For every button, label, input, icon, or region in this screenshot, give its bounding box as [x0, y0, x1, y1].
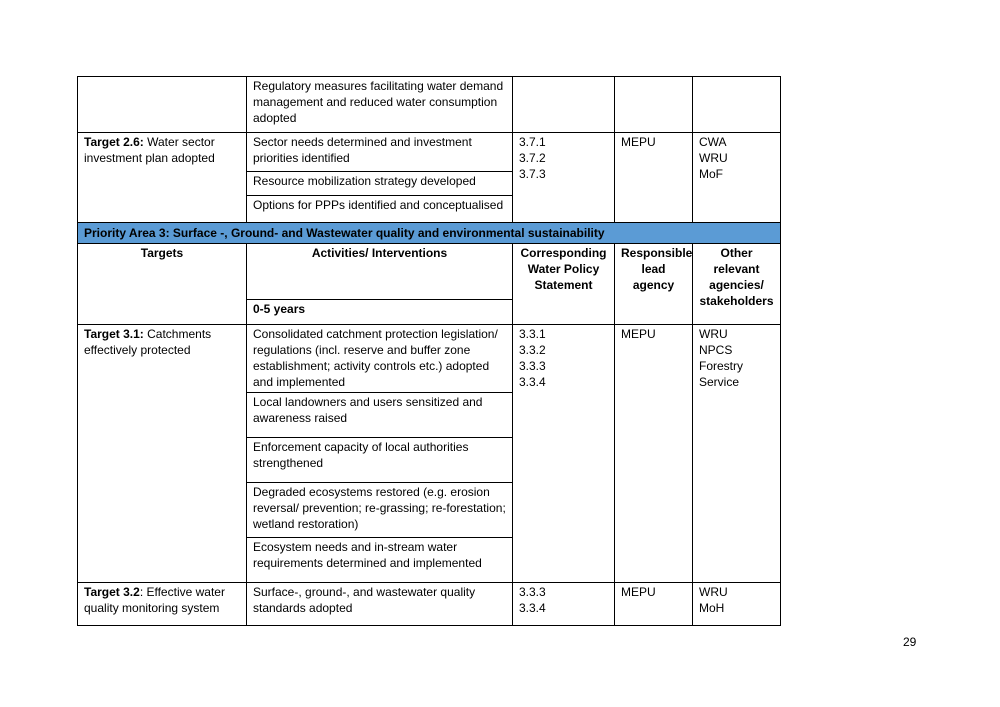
activity-cell: Enforcement capacity of local authorities strengthened: [247, 438, 513, 483]
header-row: [78, 244, 781, 300]
target-cell: [78, 325, 247, 583]
lead-cell-empty: [615, 77, 693, 133]
target-cell: [78, 583, 247, 626]
lead-cell: MEPU: [615, 583, 693, 626]
header-policy: Corresponding Water Policy Statement: [513, 244, 615, 325]
target-label: Target 2.6:: [84, 135, 144, 149]
header-activities: Activities/ Interventions: [247, 244, 513, 300]
table-row: [78, 325, 781, 393]
lead-cell: MEPU: [615, 133, 693, 223]
header-other: Other relevant agencies/ stakeholders: [693, 244, 781, 325]
other-cell: WRU NPCS Forestry Service: [693, 325, 781, 583]
activity-cell: Ecosystem needs and in-stream water requirements determined and implemented: [247, 538, 513, 583]
activity-cell: Sector needs determined and investment priorities identified: [247, 133, 513, 172]
target-text: Water sector investment plan adopted: [84, 135, 215, 165]
table-row: [78, 77, 781, 133]
policy-cell: 3.3.1 3.3.2 3.3.3 3.3.4: [513, 325, 615, 583]
other-cell: WRU MoH: [693, 583, 781, 626]
activity-cell: Regulatory measures facilitating water demand management and reduced water consumption adopted: [247, 77, 513, 133]
policy-cell: 3.7.1 3.7.2 3.7.3: [513, 133, 615, 223]
target-cell: [78, 133, 247, 223]
target-label: Target 3.2: [84, 585, 140, 599]
table-row: [78, 583, 781, 626]
activity-cell: Local landowners and users sensitized and awareness raised: [247, 393, 513, 438]
target-text: : Effective water quality monitoring system: [84, 585, 225, 615]
policy-cell-empty: [513, 77, 615, 133]
table-row: [78, 133, 781, 172]
header-lead: Responsible lead agency: [615, 244, 693, 325]
page-number: 29: [903, 635, 917, 649]
activity-cell: Resource mobilization strategy developed: [247, 172, 513, 196]
priority-area-row: [78, 223, 781, 244]
activity-cell: Consolidated catchment protection legislation/ regulations (incl. reserve and buffer zone establishment; activity controls etc.) adopted and implemented: [247, 325, 513, 393]
lead-cell: MEPU: [615, 325, 693, 583]
target-text: Catchments effectively protected: [84, 327, 212, 357]
activity-cell: Surface-, ground-, and wastewater quality standards adopted: [247, 583, 513, 626]
target-label: Target 3.1:: [84, 327, 144, 341]
priority-area-title: Priority Area 3: Surface -, Ground- and Wastewater quality and environmental sustainability: [78, 223, 781, 244]
other-cell: CWA WRU MoF: [693, 133, 781, 223]
activity-cell: Degraded ecosystems restored (e.g. erosion reversal/ prevention; re-grassing; re-forestation; wetland restoration): [247, 483, 513, 538]
header-targets: Targets: [78, 244, 247, 325]
activity-cell: Options for PPPs identified and conceptualised: [247, 196, 513, 223]
other-cell-empty: [693, 77, 781, 133]
target-cell-empty: [78, 77, 247, 133]
activity-table: [77, 76, 781, 626]
years-label: 0-5 years: [247, 300, 513, 325]
policy-cell: 3.3.3 3.3.4: [513, 583, 615, 626]
